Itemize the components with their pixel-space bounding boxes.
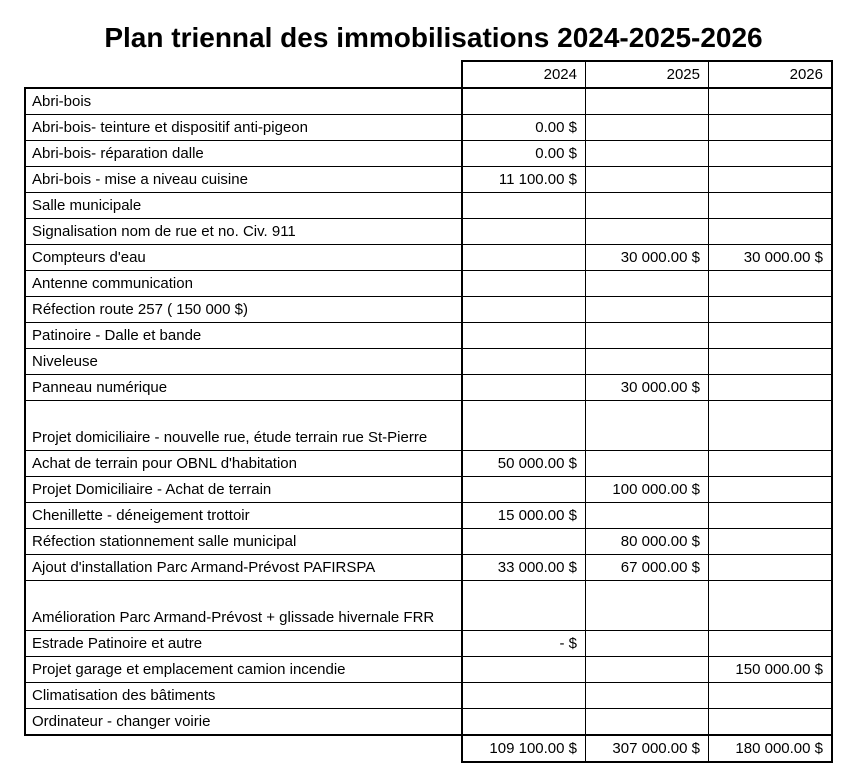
table-row bbox=[25, 503, 832, 529]
amount-cell-2025 bbox=[586, 451, 709, 477]
amount-cell-2024 bbox=[462, 477, 586, 503]
amount-cell-2025 bbox=[586, 323, 709, 349]
row-label: Projet domiciliaire - nouvelle rue, étude terrain rue St-Pierre bbox=[25, 401, 462, 451]
amount-cell-2024: 11 100.00 $ bbox=[462, 167, 586, 193]
year-header-2026: 2026 bbox=[709, 61, 833, 88]
amount-cell-2026 bbox=[709, 529, 833, 555]
table-row bbox=[25, 631, 832, 657]
amount-cell-2026 bbox=[709, 503, 833, 529]
table-row bbox=[25, 297, 832, 323]
row-label: Abri-bois bbox=[25, 88, 462, 115]
amount-cell-2026: 30 000.00 $ bbox=[709, 245, 833, 271]
amount-cell-2025 bbox=[586, 709, 709, 736]
amount-cell-2026 bbox=[709, 401, 833, 451]
total-cell-2024: 109 100.00 $ bbox=[462, 735, 586, 762]
amount-cell-2024 bbox=[462, 219, 586, 245]
amount-cell-2025 bbox=[586, 88, 709, 115]
amount-cell-2026 bbox=[709, 581, 833, 631]
amount-cell-2026 bbox=[709, 141, 833, 167]
amount-cell-2025 bbox=[586, 401, 709, 451]
amount-cell-2024 bbox=[462, 529, 586, 555]
table-row bbox=[25, 88, 832, 115]
row-label: Ajout d'installation Parc Armand-Prévost PAFIRSPA bbox=[25, 555, 462, 581]
amount-cell-2025: 100 000.00 $ bbox=[586, 477, 709, 503]
amount-cell-2026 bbox=[709, 477, 833, 503]
table-row bbox=[25, 219, 832, 245]
table-row bbox=[25, 167, 832, 193]
year-header-2025: 2025 bbox=[586, 61, 709, 88]
row-label: Signalisation nom de rue et no. Civ. 911 bbox=[25, 219, 462, 245]
document-title: Plan triennal des immobilisations 2024-2025-2026 bbox=[104, 22, 763, 53]
amount-cell-2025 bbox=[586, 167, 709, 193]
amount-cell-2025 bbox=[586, 581, 709, 631]
row-label: Panneau numérique bbox=[25, 375, 462, 401]
row-label: Salle municipale bbox=[25, 193, 462, 219]
amount-cell-2024 bbox=[462, 297, 586, 323]
amount-cell-2025 bbox=[586, 115, 709, 141]
table-body bbox=[25, 61, 832, 762]
row-label: Abri-bois- réparation dalle bbox=[25, 141, 462, 167]
amount-cell-2024 bbox=[462, 88, 586, 115]
amount-cell-2024: 15 000.00 $ bbox=[462, 503, 586, 529]
amount-cell-2025: 30 000.00 $ bbox=[586, 245, 709, 271]
table-row bbox=[25, 193, 832, 219]
amount-cell-2026 bbox=[709, 709, 833, 736]
row-label: Niveleuse bbox=[25, 349, 462, 375]
amount-cell-2024 bbox=[462, 709, 586, 736]
table-row bbox=[25, 529, 832, 555]
amount-cell-2025 bbox=[586, 503, 709, 529]
amount-cell-2024 bbox=[462, 245, 586, 271]
amount-cell-2024 bbox=[462, 193, 586, 219]
row-label: Compteurs d'eau bbox=[25, 245, 462, 271]
row-label: Chenillette - déneigement trottoir bbox=[25, 503, 462, 529]
table-row bbox=[25, 477, 832, 503]
amount-cell-2024 bbox=[462, 375, 586, 401]
amount-cell-2025 bbox=[586, 631, 709, 657]
totals-row bbox=[25, 735, 832, 762]
amount-cell-2024 bbox=[462, 581, 586, 631]
amount-cell-2025 bbox=[586, 657, 709, 683]
amount-cell-2024 bbox=[462, 401, 586, 451]
total-cell-2026: 180 000.00 $ bbox=[709, 735, 833, 762]
amount-cell-2024 bbox=[462, 323, 586, 349]
amount-cell-2025 bbox=[586, 141, 709, 167]
year-header-2024: 2024 bbox=[462, 61, 586, 88]
table-row bbox=[25, 245, 832, 271]
totals-spacer bbox=[25, 735, 462, 762]
amount-cell-2026 bbox=[709, 683, 833, 709]
amount-cell-2025 bbox=[586, 683, 709, 709]
row-label: Abri-bois- teinture et dispositif anti-pigeon bbox=[25, 115, 462, 141]
amount-cell-2026 bbox=[709, 349, 833, 375]
table-row bbox=[25, 141, 832, 167]
amount-cell-2024: 50 000.00 $ bbox=[462, 451, 586, 477]
row-label: Achat de terrain pour OBNL d'habitation bbox=[25, 451, 462, 477]
table-row bbox=[25, 323, 832, 349]
table-row bbox=[25, 401, 832, 451]
amount-cell-2026 bbox=[709, 297, 833, 323]
total-cell-2025: 307 000.00 $ bbox=[586, 735, 709, 762]
row-label: Réfection stationnement salle municipal bbox=[25, 529, 462, 555]
header-spacer bbox=[25, 61, 462, 88]
amount-cell-2026 bbox=[709, 631, 833, 657]
row-label: Estrade Patinoire et autre bbox=[25, 631, 462, 657]
row-label: Climatisation des bâtiments bbox=[25, 683, 462, 709]
amount-cell-2026 bbox=[709, 88, 833, 115]
amount-cell-2025 bbox=[586, 349, 709, 375]
amount-cell-2025: 30 000.00 $ bbox=[586, 375, 709, 401]
amount-cell-2024: 0.00 $ bbox=[462, 115, 586, 141]
row-label: Réfection route 257 ( 150 000 $) bbox=[25, 297, 462, 323]
amount-cell-2024 bbox=[462, 271, 586, 297]
amount-cell-2025 bbox=[586, 271, 709, 297]
table-row bbox=[25, 683, 832, 709]
amount-cell-2024: - $ bbox=[462, 631, 586, 657]
table-row bbox=[25, 709, 832, 736]
table-row bbox=[25, 115, 832, 141]
table-row bbox=[25, 657, 832, 683]
amount-cell-2025 bbox=[586, 219, 709, 245]
row-label: Abri-bois - mise a niveau cuisine bbox=[25, 167, 462, 193]
amount-cell-2026 bbox=[709, 323, 833, 349]
year-header-row bbox=[25, 61, 832, 88]
row-label: Amélioration Parc Armand-Prévost + glissade hivernale FRR bbox=[25, 581, 462, 631]
amount-cell-2026 bbox=[709, 271, 833, 297]
amount-cell-2026 bbox=[709, 375, 833, 401]
amount-cell-2026 bbox=[709, 219, 833, 245]
amount-cell-2026 bbox=[709, 115, 833, 141]
amount-cell-2024: 33 000.00 $ bbox=[462, 555, 586, 581]
amount-cell-2026 bbox=[709, 193, 833, 219]
capital-plan-table bbox=[24, 60, 833, 763]
row-label: Ordinateur - changer voirie bbox=[25, 709, 462, 736]
table-row bbox=[25, 271, 832, 297]
amount-cell-2026 bbox=[709, 451, 833, 477]
amount-cell-2024 bbox=[462, 683, 586, 709]
table-row bbox=[25, 581, 832, 631]
table-row bbox=[25, 451, 832, 477]
row-label: Antenne communication bbox=[25, 271, 462, 297]
amount-cell-2024: 0.00 $ bbox=[462, 141, 586, 167]
amount-cell-2025: 67 000.00 $ bbox=[586, 555, 709, 581]
table-row bbox=[25, 349, 832, 375]
amount-cell-2024 bbox=[462, 349, 586, 375]
row-label: Projet Domiciliaire - Achat de terrain bbox=[25, 477, 462, 503]
amount-cell-2026: 150 000.00 $ bbox=[709, 657, 833, 683]
amount-cell-2026 bbox=[709, 555, 833, 581]
amount-cell-2026 bbox=[709, 167, 833, 193]
row-label: Patinoire - Dalle et bande bbox=[25, 323, 462, 349]
amount-cell-2024 bbox=[462, 657, 586, 683]
row-label: Projet garage et emplacement camion incendie bbox=[25, 657, 462, 683]
amount-cell-2025: 80 000.00 $ bbox=[586, 529, 709, 555]
table-row bbox=[25, 375, 832, 401]
table-row bbox=[25, 555, 832, 581]
amount-cell-2025 bbox=[586, 193, 709, 219]
amount-cell-2025 bbox=[586, 297, 709, 323]
